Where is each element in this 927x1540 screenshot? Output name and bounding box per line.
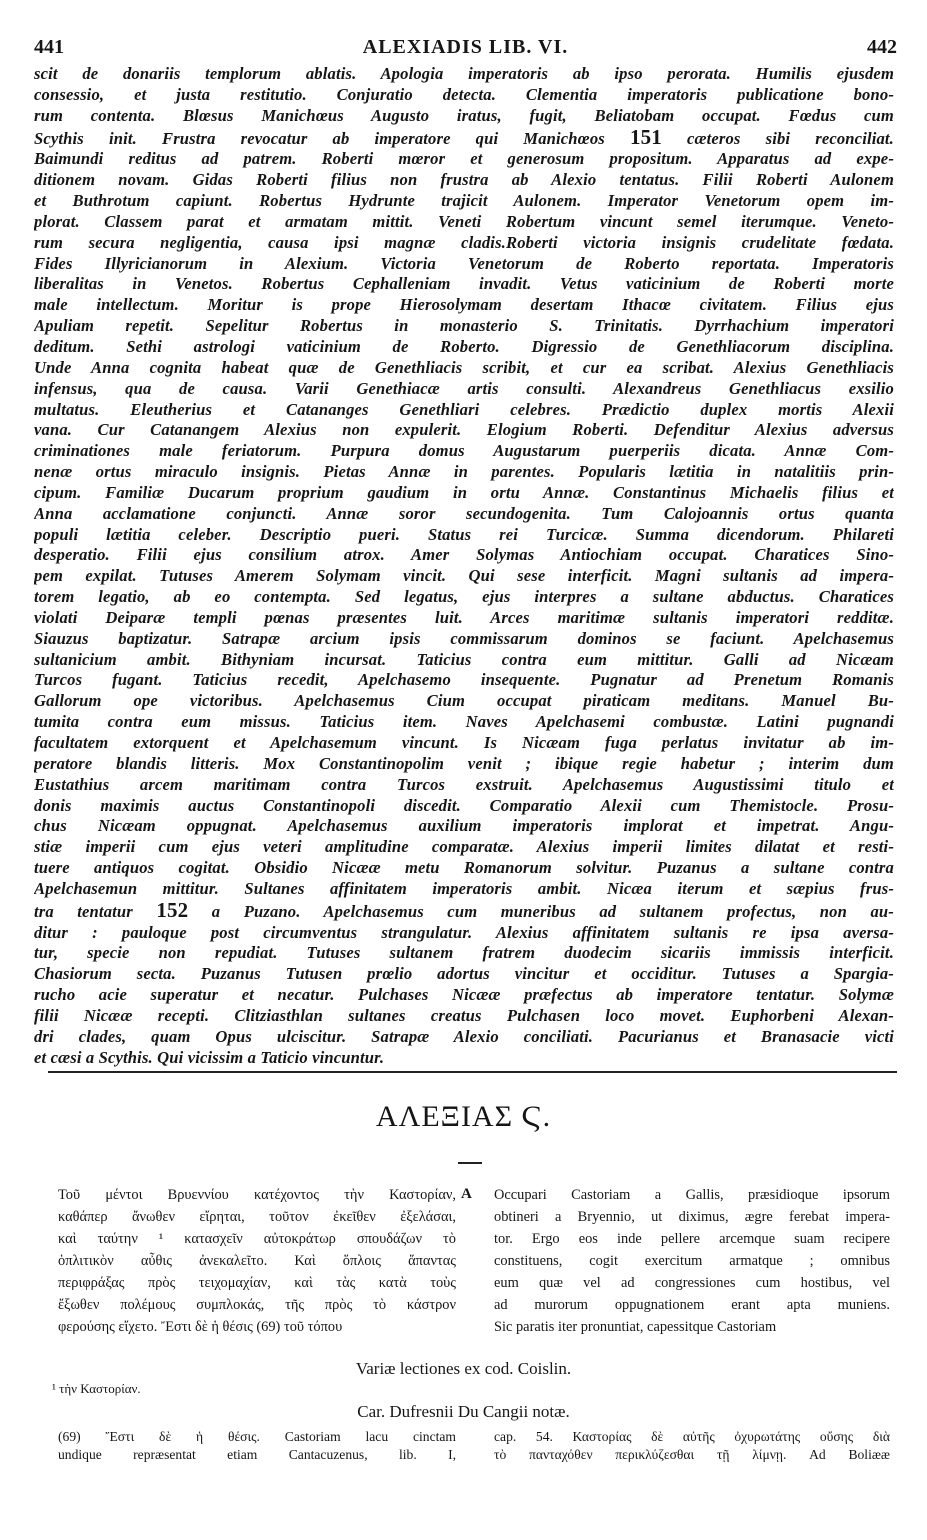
summary-line-text: populi lætitia celeber. Descriptio pueri. Status rei Turcicæ. Summa dicendorum. Philareti — [34, 524, 894, 544]
summary-line-text: plorat. Classem parat et armatam mittit. Veneti Robertum vincunt semel iterumque. Veneto- — [34, 211, 894, 231]
summary-line — [34, 64, 894, 85]
summary-line-text: torem legatio, ab eo contempta. Sed legatus, ejus interpres a sultane abductus. Charatices — [34, 587, 894, 607]
greek-text-line: Τοῦ μέντοι Βρυεννίου κατέχοντος τὴν Καστορίαν, — [58, 1187, 456, 1203]
greek-text-line: καθάπερ ἄνωθεν εἴρηται, τοῦτον ἐκεῖθεν ἐξελάσαι, — [58, 1209, 456, 1226]
summary-line — [34, 587, 894, 608]
summary-line-text: ditur : pauloque post circumventus strangulatur. Alexius affinitatem sultanis re ipsa aversa- — [34, 922, 894, 942]
greek-text-line: ὁπλιτικὸν αὖθις ἀνεκαλεῖτο. Καὶ ὅπλοις ἅπαντας — [58, 1253, 456, 1270]
summary-line — [34, 127, 894, 150]
summary-line — [34, 1006, 894, 1027]
greek-text-line: φερούσης εἴχετο. Ἔστι δὲ ἡ θέσις (69) τοῦ τόπου — [58, 1319, 343, 1336]
summary-line — [34, 504, 894, 525]
latin-text-line: eum quæ vel ad congressiones cum hostibus, vel — [494, 1275, 890, 1292]
summary-line — [34, 712, 894, 733]
summary-line-text: Unde Anna cognita habeat quæ de Genethliacis scribit, et cur ea scribat. Alexius Genethliacis — [34, 357, 894, 377]
summary-line-text: liberalitas in Venetos. Robertus Cephalleniam invadit. Vetus vaticinium de Roberti morte — [34, 274, 894, 294]
summary-line-text: criminationes male feriatorum. Purpura domus Augustarum puerperiis dicata. Annæ Com- — [34, 441, 894, 461]
summary-line — [34, 754, 894, 775]
summary-line — [34, 670, 894, 691]
note-line: cap. 54. Καστορίας δὲ αὐτῆς ὀχυρωτάτης οὔσης διὰ — [494, 1429, 890, 1444]
summary-line-text: Apelchasemun mittitur. Sultanes affinitatem imperatoris ambit. Nicæa iterum et sæpius frus- — [34, 878, 894, 898]
summary-line-text: peratore blandis litteris. Mox Constantinopolim venit ; ibique regie habetur ; interim dum — [34, 753, 894, 773]
summary-line — [34, 964, 894, 985]
book-title-greek: ΑΛΕΞΙΑΣ Ϛ. — [375, 1100, 552, 1133]
greek-text-line: καὶ ταύτην ¹ κατασχεῖν αὐτοκράτωρ σπουδάζων τὸ — [58, 1231, 456, 1248]
summary-line — [34, 233, 894, 254]
summary-line-text: Anna acclamatione conjuncti. Annæ soror secundogenita. Tum Calojoannis ortus quanta — [34, 503, 894, 523]
summary-line — [34, 400, 894, 421]
summary-line-text: tur, specie non repudiat. Tutuses sultanem fratrem duodecim sicariis immissis interficit. — [34, 943, 894, 963]
summary-line — [34, 1027, 894, 1048]
summary-line-text: sultanicium ambit. Bithyniam incursat. Taticius contra eum mittitur. Galli ad Nicæam — [34, 649, 894, 669]
note-line: τὸ πανταχόθεν περικλύζεσθαι τῇ λίμνῃ. Ad Boliææ — [494, 1446, 890, 1462]
summary-line — [34, 420, 894, 441]
page-number-right: 442 — [867, 36, 897, 58]
summary-line-text: Baimundi reditus ad patrem. Roberti mœror et generosum propositum. Apparatus ad expe- — [34, 149, 894, 169]
summary-line-text: male intellectum. Moritur is prope Hierosolymam desertam Ithacœ civitatem. Filius ejus — [34, 295, 894, 315]
summary-line-text: nenæ ortus miraculo insignis. Pietas Annæ in parentes. Popularis lætitia in natalitiis prin- — [34, 462, 894, 482]
summary-line — [34, 170, 894, 191]
summary-line-text: Chasiorum secta. Puzanus Tutusen prœlio adortus vincitur et occiditur. Tutuses a Spargia- — [34, 964, 894, 984]
section-rule — [48, 1071, 897, 1073]
summary-line — [34, 462, 894, 483]
summary-line — [34, 379, 894, 400]
summary-line — [34, 691, 894, 712]
summary-line — [34, 274, 894, 295]
summary-line-text: et Buthrotum capiunt. Robertus Hydrunte trajicit Aulonem. Imperator Venetorum opem im- — [34, 191, 894, 211]
summary-line — [34, 566, 894, 587]
summary-line-text: ditionem novam. Gidas Roberti filius non frustra ab Alexio tentatus. Filii Roberti Aulonem — [34, 170, 894, 190]
page-title: ALEXIADIS LIB. VI. — [362, 36, 569, 58]
summary-line-text: Fides Illyricianorum in Alexium. Victoria Venetorum de Roberto reportata. Imperatoris — [34, 253, 894, 273]
summary-line — [34, 775, 894, 796]
summary-line — [34, 85, 894, 106]
summary-line-text: consessio, et justa restitutio. Conjuratio detecta. Clementia imperatoris publicatione bono- — [34, 84, 894, 104]
summary-line — [34, 900, 894, 923]
running-head — [34, 36, 897, 62]
notes-right-column — [494, 1428, 890, 1463]
greek-text-column — [58, 1184, 456, 1338]
summary-line-text: tra tentatur — [34, 901, 133, 921]
latin-text-column — [494, 1184, 890, 1338]
summary-line — [34, 525, 894, 546]
summary-line — [34, 879, 894, 900]
greek-text-line: ἔξωθεν πολέμους συμπλοκάς, τῆς πρὸς τὸ κάστρον — [58, 1297, 456, 1314]
summary-line-text: stiæ imperii cum ejus veteri amplitudine comparatæ. Alexius imperii limites dilatat et resti- — [34, 837, 894, 857]
notes-left-column — [58, 1428, 456, 1463]
variae-lectiones-heading: Variæ lectiones ex cod. Coislin. — [355, 1359, 572, 1378]
summary-line-text: Turcos fugant. Taticius recedit, Apelchasemo insequente. Pugnatur ad Prenetum Romanis — [34, 670, 894, 690]
latin-text-line: constituens, cogit exercitum armatque ; omnibus — [494, 1253, 890, 1270]
latin-text-line: tor. Ergo eos inde pellere arcemque suam recipere — [494, 1231, 890, 1248]
summary-line — [34, 212, 894, 233]
summary-line-text: Eustathius arcem maritimam contra Turcos exstruit. Apelchasemus Augustissimi titulo et — [34, 774, 894, 794]
summary-line — [34, 295, 894, 316]
summary-line — [34, 337, 894, 358]
summary-line-text: chus Nicæam oppugnat. Apelchasemus auxilium imperatoris implorat et impetrat. Angu- — [34, 816, 894, 836]
summary-line — [34, 441, 894, 462]
summary-line-text: filii Nicææ recepti. Clitziasthlan sultanes creatus Pulchasen loco movet. Euphorbeni Alexan- — [34, 1005, 894, 1025]
summary-line-text: multatus. Eleutherius et Catananges Genethliari celebres. Prædictio duplex mortis Alexii — [34, 399, 894, 419]
chapter-summary — [34, 64, 894, 1069]
summary-line — [34, 796, 894, 817]
summary-line-text: cipum. Familiæ Ducarum proprium gaudium in ortu Annæ. Constantinus Michaelis filius et — [34, 482, 894, 502]
summary-line-text: tuere antiquos cogitat. Obsidio Nicææ metu Romanorum solvitur. Puzanus a sultane contra — [34, 858, 894, 878]
summary-line — [34, 858, 894, 879]
summary-line-text: Gallorum ope victoribus. Apelchasemus Cium occupat piraticam meditans. Manuel Bu- — [34, 691, 894, 711]
summary-line-text: deditum. Sethi astrologi vaticinium de Roberto. Digressio de Genethliacorum disciplina. — [34, 336, 894, 356]
summary-line-text: rum contenta. Blœsus Manichœus Augusto iratus, fugit, Beliatobam occupat. Fœdus cum — [34, 105, 894, 125]
summary-line-text: facultatem extorquent et Apelchasemum vincunt. Is Nicæam fuga perlatus invitatur ab im- — [34, 733, 894, 752]
summary-line-text: scit de donariis templorum ablatis. Apologia imperatoris ab ipso perorata. Humilis ejusdem — [34, 64, 894, 83]
margin-page-number: 152 — [156, 899, 189, 922]
latin-text-line: Sic paratis iter pronuntiat, capessitque Castoriam — [494, 1319, 777, 1336]
summary-line — [34, 545, 894, 566]
summary-line — [34, 985, 894, 1006]
summary-line — [34, 106, 894, 127]
summary-line — [34, 608, 894, 629]
summary-line — [34, 816, 894, 837]
latin-text-line: Occupari Castoriam a Gallis, præsidioque ipsorum — [494, 1187, 890, 1203]
summary-line — [34, 733, 894, 754]
summary-line-text: infensus, qua de causa. Varii Genethiacæ artis consulti. Alexandreus Genethliacus exsilio — [34, 378, 894, 398]
variae-lectiones-note: ¹ τὴν Καστορίαν. — [52, 1381, 141, 1396]
summary-line — [34, 837, 894, 858]
summary-line — [34, 923, 894, 944]
note-line: (69) Ἔστι δὲ ἡ θέσις. Castoriam lacu cinctam — [58, 1429, 456, 1444]
summary-line-text: pem expilat. Tutuses Amerem Solymam vincit. Qui sese interficit. Magni sultanis ad impera- — [34, 566, 894, 586]
page-number-left: 441 — [34, 36, 64, 58]
summary-line-text: tumita contra eum missus. Taticius item. Naves Apelchasemi combustæ. Latini pugnandi — [34, 712, 894, 732]
notes-heading: Car. Dufresnii Du Cangii notæ. — [357, 1402, 570, 1421]
summary-line — [34, 650, 894, 671]
summary-line — [34, 1048, 894, 1069]
summary-line-text: Apuliam repetit. Sepelitur Robertus in monasterio S. Trinitatis. Dyrrhachium imperatori — [34, 316, 894, 336]
summary-line-text: cæteros sibi reconciliat. — [686, 128, 894, 148]
summary-line — [34, 191, 894, 212]
summary-line-text: violati Deiparæ templi pœnas præsentes luit. Arces maritimæ sultanis imperatori redditæ. — [34, 607, 894, 627]
summary-line — [34, 358, 894, 379]
latin-text-line: ad murorum oppugnationem erant apta muniens. — [494, 1297, 890, 1314]
column-marker: A — [461, 1186, 472, 1202]
greek-text-line: περιφράξας πρὸς τειχομαχίαν, καὶ τὰς κατὰ τοὺς — [58, 1275, 456, 1292]
summary-line-text: Siauzus baptizatur. Satrapæ arcium ipsis commissarum dominos se faciunt. Apelchasemus — [34, 628, 894, 648]
title-dash — [458, 1162, 482, 1164]
summary-line — [34, 943, 894, 964]
summary-line — [34, 254, 894, 275]
summary-line — [34, 316, 894, 337]
summary-line-text: rum secura negligentia, causa ipsi magnæ cladis.Roberti victoria insignis crudelitate fœdata. — [34, 232, 894, 252]
summary-line-text: dri clades, quam Opus ulciscitur. Satrapæ Alexio conciliati. Pacurianus et Branasacie victi — [34, 1026, 894, 1046]
summary-line-text: vana. Cur Catanangem Alexius non expulerit. Elogium Roberti. Defenditur Alexius adversus — [34, 420, 894, 440]
margin-page-number: 151 — [629, 126, 662, 149]
summary-line — [34, 483, 894, 504]
summary-line — [34, 149, 894, 170]
summary-line — [34, 629, 894, 650]
summary-line-text: et cæsi a Scythis. Qui vicissim a Taticio vincuntur. — [34, 1047, 385, 1067]
summary-line-text: desperatio. Filii ejus consilium atrox. Amer Solymas Antiochiam occupat. Charatices Sino- — [34, 545, 894, 565]
summary-line-text: rucho acie superatur et necatur. Pulchases Nicææ præfectus ab imperatore tentatur. Solymæ — [34, 985, 894, 1005]
latin-text-line: obtineri a Bryennio, ut diximus, ægre ferebat impera- — [494, 1209, 890, 1226]
summary-line-text: donis maximis auctus Constantinopoli discedit. Comparatio Alexii cum Themistocle. Prosu- — [34, 795, 894, 815]
note-line: undique repræsentat etiam Cantacuzenus, lib. I, — [58, 1446, 456, 1462]
summary-line-text: Scythis init. Frustra revocatur ab imperatore qui Manichœos — [34, 128, 605, 148]
summary-line-text: a Puzano. Apelchasemus cum muneribus ad sultanem profectus, non au- — [211, 901, 894, 921]
